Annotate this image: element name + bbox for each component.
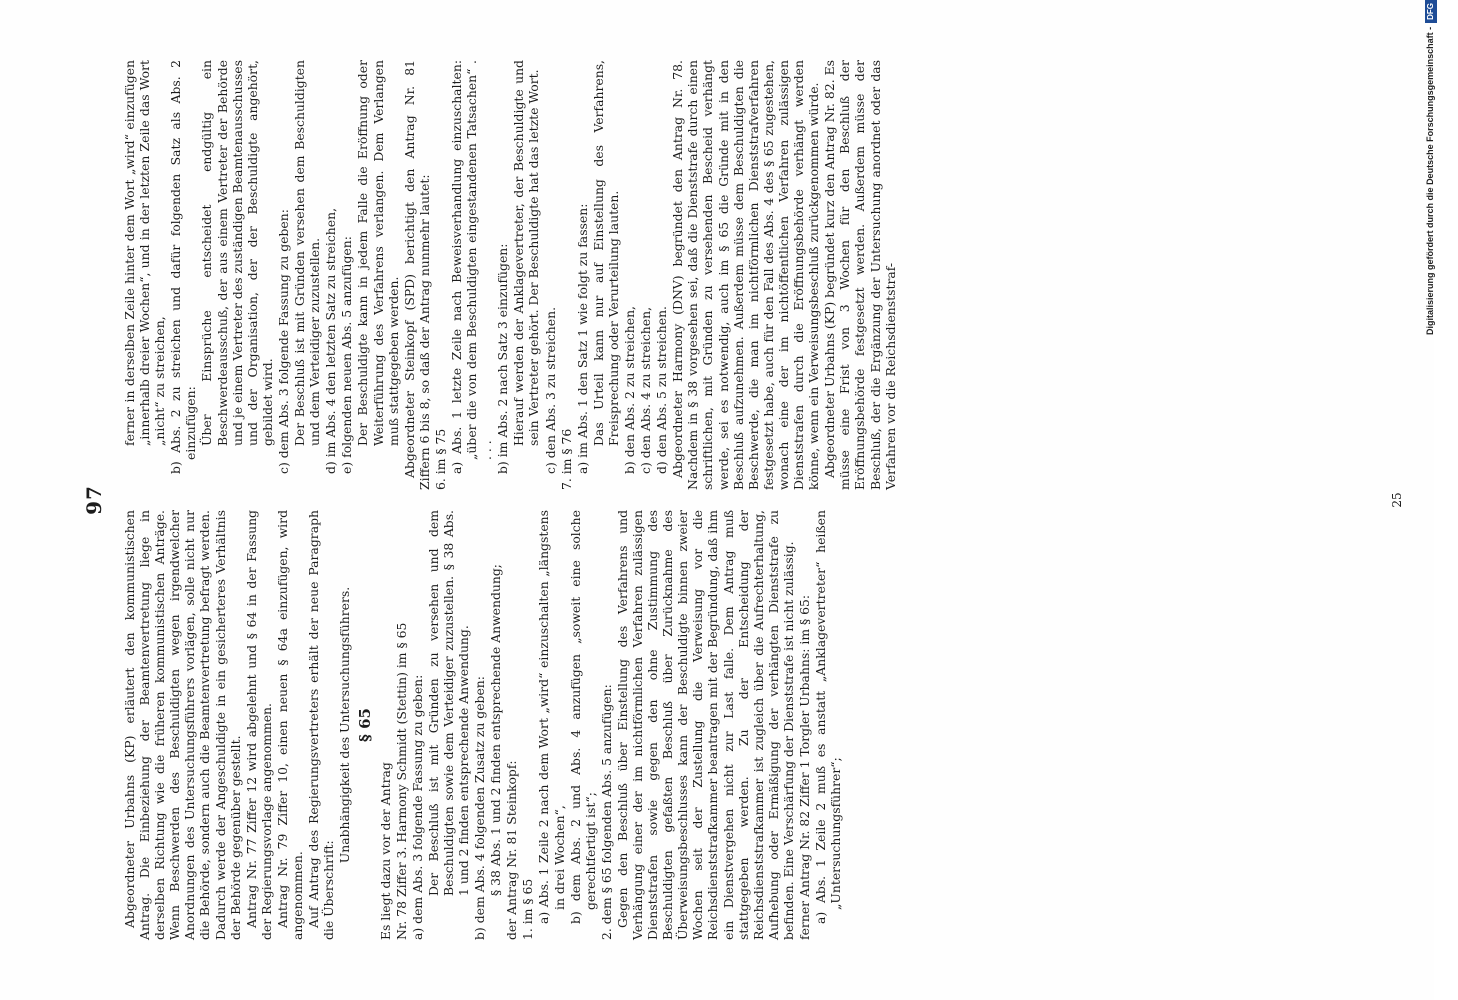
digitization-note (1400, 0, 1434, 1000)
text-paragraph: c) den Abs. 3 zu streichen. (542, 306, 558, 474)
page-number: 97 (82, 485, 106, 515)
text-paragraph: a) Abs. 1 letzte Zeile nach Beweisverhandlung einzuschalten: „über die von dem Beschuldigten eingestandenen Tatsachen“ . . . . (448, 60, 495, 474)
text-paragraph: Es liegt dazu vor der Antrag (377, 762, 393, 940)
text-paragraph: a) im Abs. 1 den Satz 1 wie folgt zu fassen: (574, 203, 590, 474)
footer-page-number: 25 (1390, 492, 1404, 508)
text-paragraph: Unabhängigkeit des Untersuchungsführers. (337, 586, 353, 864)
text-paragraph: Abgeordneter Urbahns (KP) begründet kurz den Antrag Nr. 82. Es müsse eine Frist von 3 Wochen für den Beschluß der Eröffnungsbehörde festgesetzt werden. Außerdem müsse der Beschluß, der die Ergänzung der Untersuchung anordnet oder das Verfahren vor die Reichsdienststraf- (822, 60, 898, 490)
text-paragraph: Abgeordneter Steinkopf (SPD) berichtigt den Antrag Nr. 81 Ziffern 6 bis 8, so daß der Antrag nunmehr lautet: (401, 60, 432, 490)
text-paragraph: c) den Abs. 4 zu streichen, (638, 306, 654, 474)
text-paragraph: d) den Abs. 5 zu streichen. (654, 306, 670, 474)
text-paragraph: b) Abs. 2 zu streichen und dafür folgenden Satz als Abs. 2 einzufügen: (168, 60, 199, 474)
text-paragraph: Das Urteil kann nur auf Einstellung des Verfahrens, Freisprechung oder Verurteilung lauten. (590, 60, 621, 446)
text-paragraph: Auf Antrag des Regierungsvertreters erhält der neue Paragraph die Überschrift: (306, 510, 337, 940)
text-paragraph: Antrag Nr. 77 Ziffer 12 wird abgelehnt und § 64 in der Fassung der Regierungsvorlage angenommen. (243, 510, 274, 940)
text-paragraph: Abgeordneter Urbahns (KP) erläutert den kommunistischen Antrag. Die Einbeziehung der Beamtenvertretung liege in derselben Richtung wie die früheren kommunistischen Anträge. Wenn Beschwerden des Beschuldigten wegen irgendwelcher Anordnungen des Untersuchungsführers vorlägen, solle nicht nur die Behörde, sondern auch die Beamtenvertretung befragt werden. Dadurch werde der Angeschuldigte in ein gesicherteres Verhältnis der Behörde gegenüber gestellt. (122, 510, 243, 940)
text-paragraph: § 38 Abs. 1 und 2 finden entsprechende Anwendung; (488, 564, 504, 896)
right-text-column (122, 60, 899, 490)
text-paragraph: e) folgenden neuen Abs. 5 anzufügen: (339, 236, 355, 474)
text-paragraph: Der Beschuldigte kann in jedem Falle die Eröffnung oder Weiterführung des Verfahrens verlangen. Dem Verlangen muß stattgegeben werden. (355, 60, 401, 446)
text-paragraph: b) den Abs. 2 zu streichen, (622, 306, 637, 474)
digitization-note-text: Digitalisierung gefördert durch die Deutsche Forschungsgemeinschaft - (1425, 26, 1435, 335)
text-paragraph: c) dem Abs. 3 folgende Fassung zu geben: (275, 209, 291, 474)
text-paragraph: Nr. 78 Ziffer 3. Harmony Schmidt (Stettin) im § 65 (393, 622, 409, 940)
dfg-logo: DFG (1425, 0, 1437, 23)
text-paragraph: Abgeordneter Harmony (DNV) begründet den Antrag Nr. 78. Nachdem in § 38 vorgesehen sei, daß die Dienststrafe durch einen schriftlichen, mit Gründen zu versehenden Bescheid verhängt werde, sei es notwendig, auch im § 65 die Gründe mit in den Beschluß aufzunehmen. Außerdem müsse dem Beschuldigten die Beschwerde, die man im nichtförmlichen Dienststrafverfahren festgesetzt habe, auch für den Fall des Abs. 4 des § 65 zugestehen, wonach eine der im nichtöffentlichen Verfahren zulässigen Dienststrafen durch die Eröffnungsbehörde verhängt werden könne, wenn ein Verweisungsbeschluß zurückgenommen würde. (670, 60, 822, 490)
text-paragraph: a) dem Abs. 3 folgende Fassung zu geben: (409, 674, 425, 940)
text-paragraph: b) dem Abs. 4 folgenden Zusatz zu geben: (472, 676, 488, 940)
text-paragraph: ferner in derselben Zeile hinter dem Wort „wird“ einzufügen „innerhalb dreier Wochen“, und in der letzten Zeile das Wort „nicht“ zu streichen, (122, 60, 168, 446)
text-paragraph: Der Beschluß ist mit Gründen versehen dem Beschuldigten und dem Verteidiger zuzustellen. (292, 60, 323, 446)
text-paragraph: Gegen den Beschluß über Einstellung des Verfahrens und Verhängung einer der im nichtförmlichen Verfahren zulässigen Dienststrafen sowie gegen den ohne Zustimmung des Beschuldigten gefaßten Beschluß über Zurücknahme des Überweisungsbeschlusses kann der Beschuldigte binnen zweier Wochen seit der Zustellung die Verweisung vor die Reichsdienststrafkammer beantragen mit der Begründung, daß ihm ein Dienstvergehen nicht zur Last falle. Dem Antrag muß stattgegeben werden. Zu der Entscheidung der Reichsdienststrafkammer ist zugleich über die Aufrechterhaltung, Aufhebung oder Ermäßigung der verhängten Dienststrafe zu befinden. Eine Verschärfung der Dienststrafe ist nicht zulässig. (614, 510, 796, 940)
text-paragraph: Antrag Nr. 79 Ziffer 10, einen neuen § 64a einzufügen, wird angenommen. (274, 510, 306, 940)
section-heading: § 65 (356, 708, 375, 742)
text-paragraph: 2. dem § 65 folgenden Abs. 5 anzufügen: (598, 684, 614, 940)
text-paragraph: d) im Abs. 4 den letzten Satz zu streichen, (323, 207, 339, 474)
text-paragraph: a) Abs. 1 Zeile 2 nach dem Wort „wird“ einzuschalten „längstens in drei Wochen“, (536, 510, 567, 924)
text-paragraph: Hierauf werden der Anklagevertreter, der Beschuldigte und sein Vertreter gehört. Der Beschuldigte hat das letzte Wort. (511, 60, 542, 446)
left-text-column (122, 510, 844, 940)
text-paragraph: 6. im § 75 (432, 428, 448, 490)
text-paragraph: Der Beschluß ist mit Gründen zu versehen und dem Beschuldigten sowie dem Verteidiger zuzustellen. § 38 Abs. 1 und 2 finden entsprechende Anwendung. (425, 510, 471, 896)
text-paragraph: 1. im § 65 (520, 878, 536, 940)
text-paragraph: ferner Antrag Nr. 82 Ziffer 1 Torgler Urbahns: im § 65: (797, 594, 813, 940)
text-paragraph: b) dem Abs. 2 und Abs. 4 anzufügen „soweit eine solche gerechtfertigt ist“; (567, 510, 598, 924)
rotated-page-spread (80, 60, 1420, 940)
text-paragraph: der Antrag Nr. 81 Steinkopf: (504, 760, 520, 940)
text-paragraph: 7. im § 76 (558, 428, 574, 490)
text-paragraph: a) Abs. 1 Zeile 2 muß es anstatt „Anklagevertreter“ heißen „Untersuchungsführer“; (813, 510, 844, 924)
text-paragraph: Über Einsprüche entscheidet endgültig ein Beschwerdeausschuß, der aus einem Vertreter der Behörde und je einem Vertreter des zuständigen Beamtenausschusses und der Organisation, der der Beschuldigte angehört, gebildet wird. (199, 60, 275, 446)
text-paragraph: b) im Abs. 2 nach Satz 3 einzufügen: (495, 243, 511, 474)
